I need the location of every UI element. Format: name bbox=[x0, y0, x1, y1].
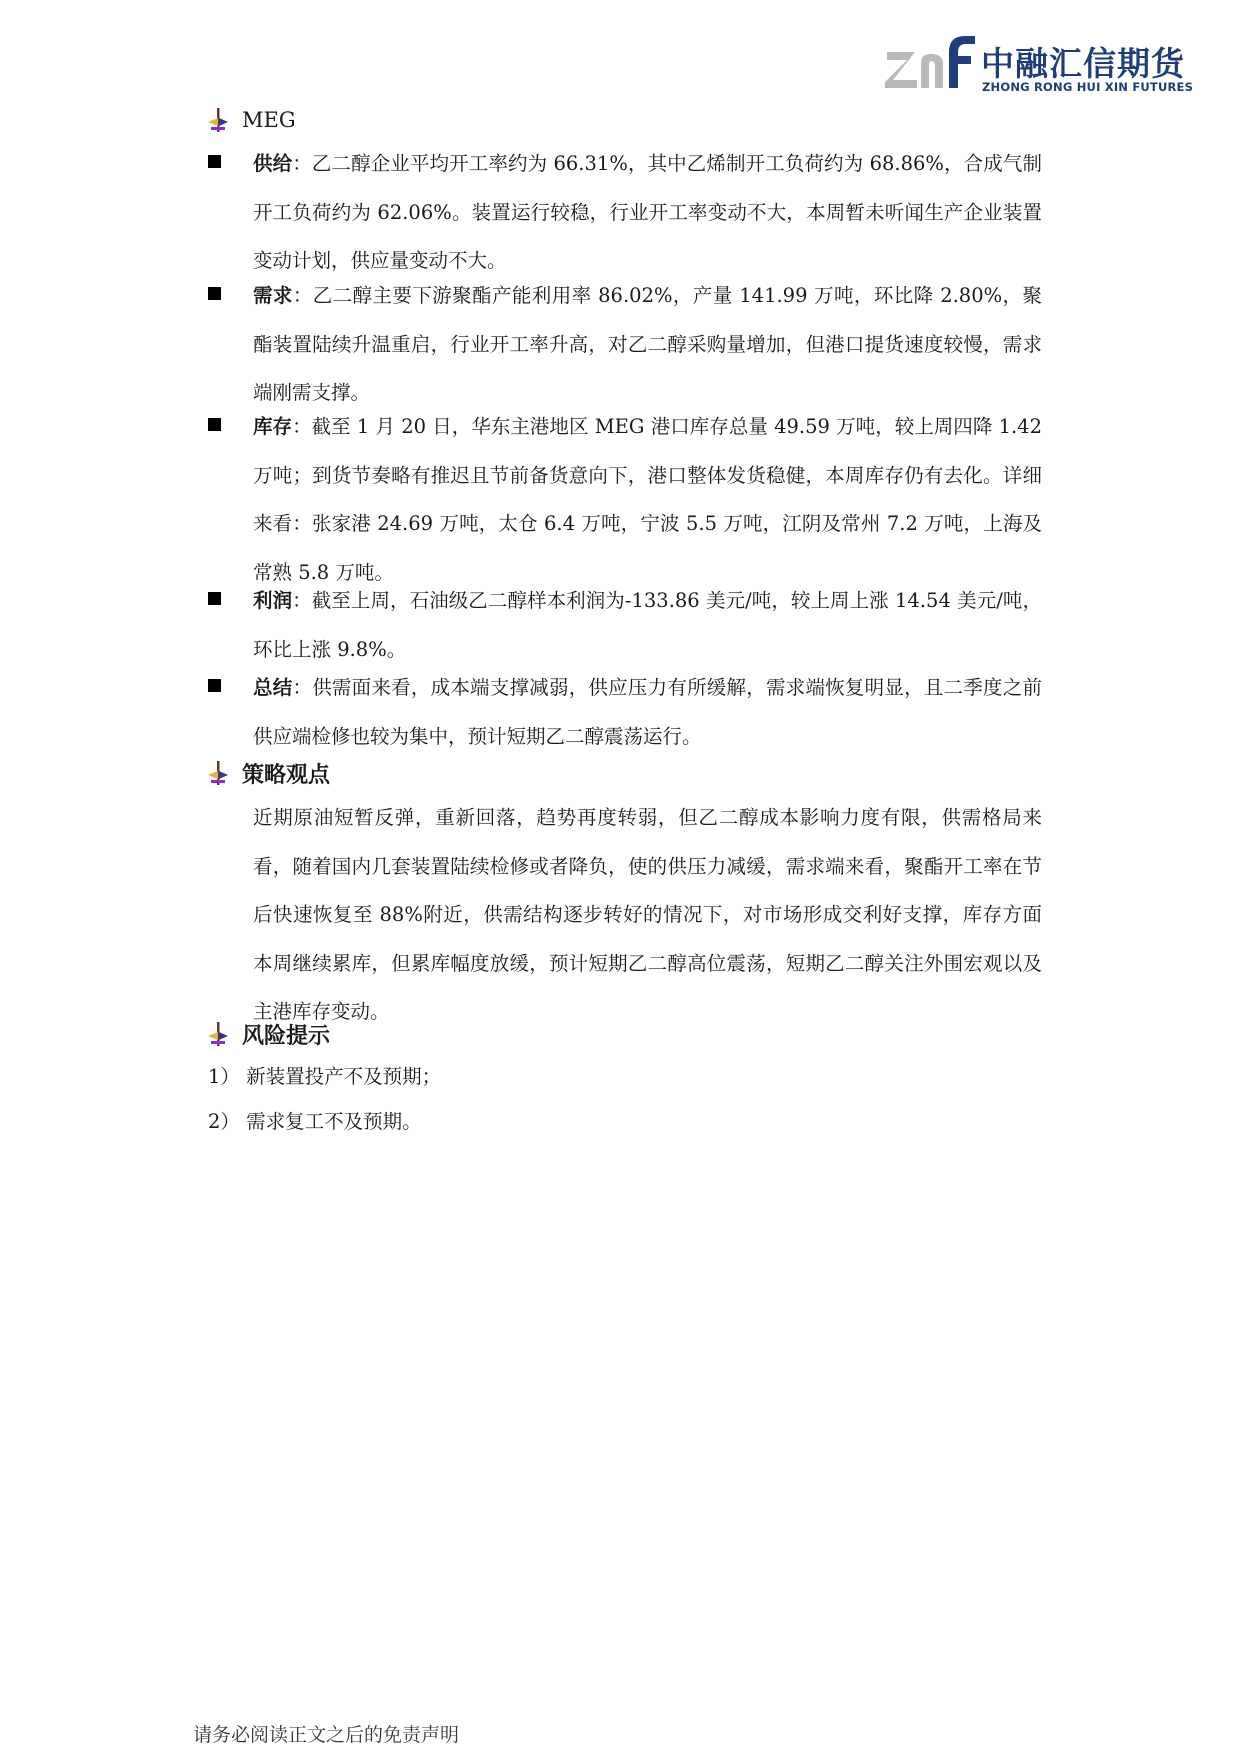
bullet-body: 乙二醇企业平均开工率约为 66.31%，其中乙烯制开工负荷约为 68.86%，合成气制开工负荷约为 62.06%。装置运行较稳，行业开工率变动不大，本周暂未听闻生产企业装置变动计划，供应量变动不大。 bbox=[253, 152, 1042, 272]
bullet-text bbox=[253, 140, 1042, 286]
bullet-label: 供给 bbox=[253, 152, 293, 175]
square-bullet-icon bbox=[208, 679, 221, 692]
company-logo bbox=[885, 30, 1194, 95]
bullet-separator: ： bbox=[292, 589, 312, 612]
risk-item: 2） 需求复工不及预期。 bbox=[208, 1110, 422, 1133]
bullet-text bbox=[253, 272, 1042, 418]
square-bullet-icon bbox=[208, 155, 221, 168]
section-marker-icon bbox=[208, 108, 228, 132]
section-title: 策略观点 bbox=[242, 761, 331, 788]
bullet-text bbox=[253, 577, 1042, 674]
bullet-label: 库存 bbox=[253, 415, 293, 438]
footer-disclaimer: 请务必阅读正文之后的免责声明 bbox=[193, 1724, 460, 1746]
section-title: 风险提示 bbox=[242, 1022, 331, 1049]
section-heading-strategy bbox=[208, 753, 330, 793]
strategy-paragraph: 近期原油短暂反弹，重新回落，趋势再度转弱，但乙二醇成本影响力度有限，供需格局来看，随着国内几套装置陆续检修或者降负，使的供压力减缓，需求端来看，聚酯开工率在节后快速恢复至 88%附近，供需结构逐步转好的情况下，对市场形成交利好支撑，库存方面本周继续累库，但累库幅度放缓，预计短期乙二醇高位震荡，短期乙二醇关注外围宏观以及主港库存变动。 bbox=[253, 806, 1042, 1023]
bullet-text bbox=[253, 403, 1042, 597]
square-bullet-icon bbox=[208, 287, 221, 300]
bullet-separator: ： bbox=[292, 415, 312, 438]
logo-english-name: ZHONG RONG HUI XIN FUTURES bbox=[982, 80, 1194, 94]
section-heading-meg bbox=[208, 100, 296, 140]
bullet-body: 乙二醇主要下游聚酯产能利用率 86.02%，产量 141.99 万吨，环比降 2.80%，聚酯装置陆续升温重启，行业开工率升高，对乙二醇采购量增加，但港口提货速度较慢，需求端刚需支撑。 bbox=[253, 284, 1042, 404]
bullet-separator: ： bbox=[292, 676, 313, 699]
bullet-body: 截至 1 月 20 日，华东主港地区 MEG 港口库存总量 49.59 万吨，较上周四降 1.42 万吨；到货节奏略有推迟且节前备货意向下，港口整体发货稳健，本周库存仍有去化。详细来看：张家港 24.69 万吨，太仓 6.4 万吨，宁波 5.5 万吨，江阴及常州 7.2 万吨，上海及常熟 5.8 万吨。 bbox=[253, 415, 1042, 584]
bullet-label: 利润 bbox=[253, 589, 293, 612]
section-heading-risk bbox=[208, 1014, 330, 1054]
bullet-label: 总结 bbox=[253, 676, 293, 699]
section-marker-icon bbox=[208, 761, 228, 785]
bullet-separator: ： bbox=[292, 284, 313, 307]
square-bullet-icon bbox=[208, 418, 221, 431]
bullet-body: 供需面来看，成本端支撑减弱，供应压力有所缓解，需求端恢复明显，且二季度之前供应端检修也较为集中，预计短期乙二醇震荡运行。 bbox=[253, 676, 1042, 748]
bullet-body: 截至上周，石油级乙二醇样本利润为-133.86 美元/吨，较上周上涨 14.54 美元/吨，环比上涨 9.8%。 bbox=[253, 589, 1042, 661]
logo-chinese-name: 中融汇信期货 bbox=[981, 44, 1185, 83]
risk-item: 1） 新装置投产不及预期； bbox=[208, 1065, 442, 1088]
bullet-text bbox=[253, 664, 1042, 761]
bullet-separator: ： bbox=[292, 152, 312, 175]
bullet-label: 需求 bbox=[253, 284, 293, 307]
znf-logo-mark-icon bbox=[885, 30, 975, 95]
section-title: MEG bbox=[242, 108, 296, 132]
section-marker-icon bbox=[208, 1022, 228, 1046]
square-bullet-icon bbox=[208, 592, 221, 605]
